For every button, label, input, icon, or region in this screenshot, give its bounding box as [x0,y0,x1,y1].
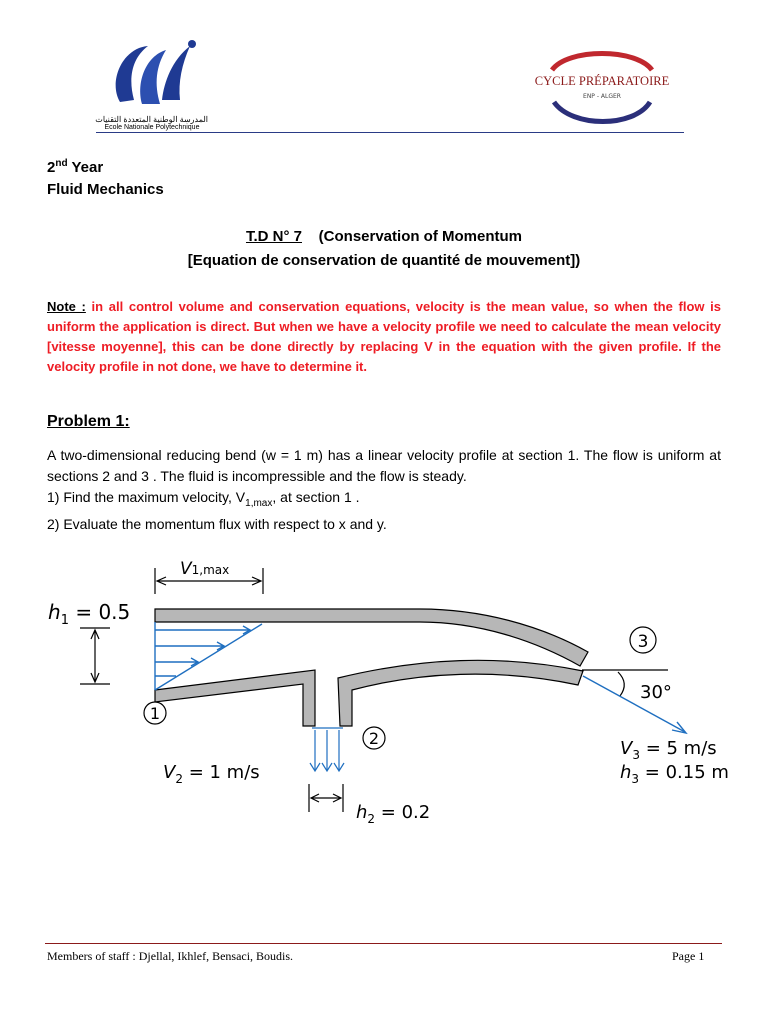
outlet-3-arrowhead [672,722,686,733]
h2-dimension [309,784,343,812]
section-1-number: 1 [149,704,161,723]
v3-label: $V_3 = 5$ m/s [620,738,717,762]
h1-label: $h_1 = 0.5$ [48,600,131,628]
h1-dimension [80,628,110,684]
bottom-right-wall [338,660,583,726]
v2-label: $V_2 = 1$ m/s [163,762,260,786]
td-topic: (Conservation of Momentum [302,228,523,245]
footer-divider [45,943,722,944]
note-label: Note : [47,299,86,314]
td-subtitle: [Equation de conservation de quantité de mouvement]) [187,252,581,269]
problem-paragraph: A two-dimensional reducing bend (w = 1 m) has a linear velocity profile at section 1. The flow is uniform at sections 2 and 3 . The fluid is incompressible and the flow is steady. [47,447,721,484]
cycle-preparatoire-logo [528,44,676,130]
v1max-label: V1,max [180,559,230,579]
logo-title: CYCLE PRÉPARATOIRE [534,74,670,88]
note-paragraph [47,297,721,377]
school-arabic-name: المدرسة الوطنية المتعددة التقنيات [95,115,208,124]
header-divider [96,132,684,133]
enp-logo-mark [102,38,202,114]
note-text: in all control volume and conservation equations, velocity is the mean value, so when the flow is uniform the application is direct. But when we have a velocity profile we need to calculate the mean velocity [vitesse moyenne], this can be done directly by replacing V in the equation with the given profile. If the velocity profile in not done, we have to determine it. [47,299,721,374]
angle-arc [618,672,624,696]
h3-label: $h_3 = 0.15$ m [620,762,729,786]
course-year: 2nd Year [47,158,104,176]
page-number: Page 1 [672,949,705,963]
logo-bottom-arc [554,102,650,122]
logo-subtitle: ENP - ALGER [583,93,621,100]
problem-question-2: 2) Evaluate the momentum flux with respect to x and y. [47,515,387,532]
td-number: T.D N° 7 [245,228,302,245]
top-wall [155,609,588,666]
td-heading [0,228,768,245]
school-name: Ecole Nationale Polytechnique [104,124,200,131]
problem-title: Problem 1: [47,413,130,430]
footer-staff: Members of staff : Djellal, Ikhlef, Bensaci, Boudis. [47,949,294,963]
section-2-number: 2 [368,729,380,748]
course-title: Fluid Mechanics [47,181,164,198]
section-3-number: 3 [637,632,649,652]
enp-logo [96,38,216,134]
reducing-bend-diagram [0,548,768,838]
h2-label: $h_2 = 0.2$ [356,802,431,826]
problem-statement [47,445,721,535]
bottom-left-wall [155,670,315,726]
angle-label: 30° [640,682,672,703]
logo-top-arc [552,54,652,71]
outlet-2-arrows [310,728,344,771]
problem-question-1: 1) Find the maximum velocity, $V_{1,max}$, at section 1 . [47,489,360,509]
